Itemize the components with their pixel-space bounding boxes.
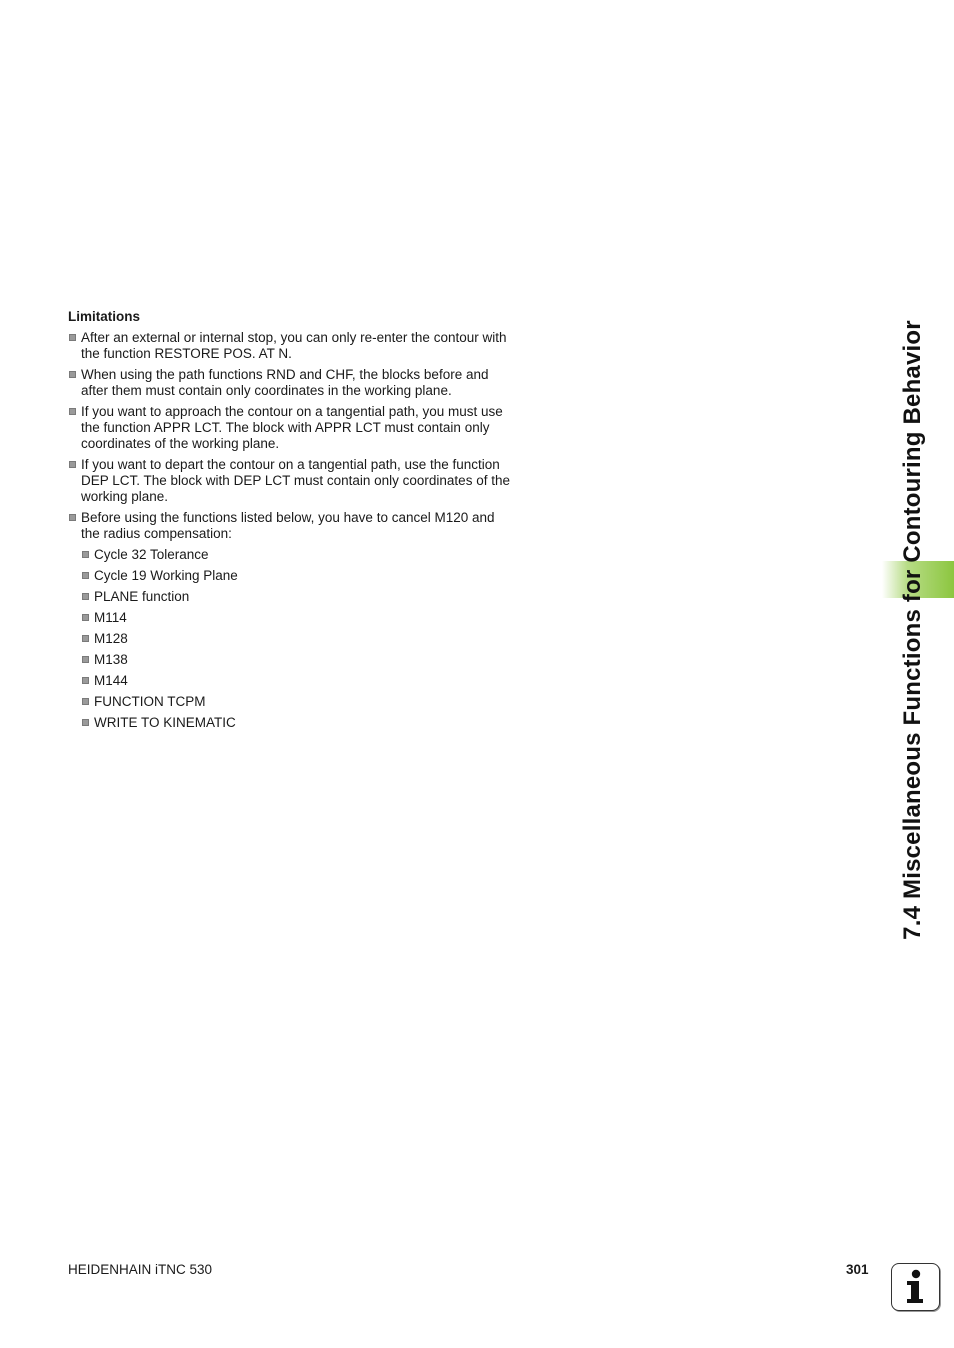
square-bullet-icon xyxy=(82,572,89,579)
sublist-item xyxy=(81,568,513,584)
square-bullet-icon xyxy=(82,698,89,705)
list-item-text: When using the path functions RND and CHF, the blocks before and after them must contain only coordinates in the working plane. xyxy=(81,367,489,398)
footer-product-name: HEIDENHAIN iTNC 530 xyxy=(68,1262,213,1277)
list-item-text: If you want to depart the contour on a tangential path, use the function DEP LCT. The block with DEP LCT must contain only coordinates of the working plane. xyxy=(81,457,510,504)
main-content xyxy=(68,308,513,736)
square-bullet-icon xyxy=(82,677,89,684)
sublist-item-text: M114 xyxy=(94,610,127,625)
info-icon xyxy=(891,1263,940,1311)
square-bullet-icon xyxy=(69,408,76,415)
section-heading: Limitations xyxy=(68,309,141,324)
list-item xyxy=(68,510,513,731)
square-bullet-icon xyxy=(69,514,76,521)
page-number: 301 xyxy=(846,1262,869,1277)
square-bullet-icon xyxy=(69,461,76,468)
square-bullet-icon xyxy=(82,593,89,600)
list-item xyxy=(68,330,513,362)
list-item-text: If you want to approach the contour on a tangential path, you must use the function APPR LCT. The block with APPR LCT must contain only coordinates of the working plane. xyxy=(81,404,503,451)
sublist-item xyxy=(81,652,513,668)
list-item xyxy=(68,404,513,452)
square-bullet-icon xyxy=(82,635,89,642)
sublist-item-text: M128 xyxy=(94,631,128,646)
sublist-item xyxy=(81,673,513,689)
square-bullet-icon xyxy=(82,656,89,663)
info-glyph xyxy=(892,1264,938,1309)
square-bullet-icon xyxy=(82,719,89,726)
sublist-item xyxy=(81,715,513,731)
sublist-item-text: M138 xyxy=(94,652,128,667)
list-item xyxy=(68,457,513,505)
sublist-item xyxy=(81,631,513,647)
chapter-side-title: 7.4 Miscellaneous Functions for Contouring Behavior xyxy=(899,320,926,940)
sublist-item-text: FUNCTION TCPM xyxy=(94,694,206,709)
sublist-item-text: PLANE function xyxy=(94,589,190,604)
sublist-item-text: Cycle 32 Tolerance xyxy=(94,547,209,562)
sublist-item xyxy=(81,694,513,710)
sublist-item-text: WRITE TO KINEMATIC xyxy=(94,715,236,730)
list-item-text: Before using the functions listed below, you have to cancel M120 and the radius compensation: xyxy=(81,510,495,541)
sublist-item xyxy=(81,547,513,563)
square-bullet-icon xyxy=(69,334,76,341)
limitations-list xyxy=(68,330,513,731)
sublist-item-text: Cycle 19 Working Plane xyxy=(94,568,238,583)
sublist-item xyxy=(81,589,513,605)
function-sublist xyxy=(81,547,513,731)
square-bullet-icon xyxy=(82,551,89,558)
list-item xyxy=(68,367,513,399)
square-bullet-icon xyxy=(82,614,89,621)
sublist-item-text: M144 xyxy=(94,673,128,688)
list-item-text: After an external or internal stop, you can only re-enter the contour with the function RESTORE POS. AT N. xyxy=(81,330,507,361)
square-bullet-icon xyxy=(69,371,76,378)
sublist-item xyxy=(81,610,513,626)
